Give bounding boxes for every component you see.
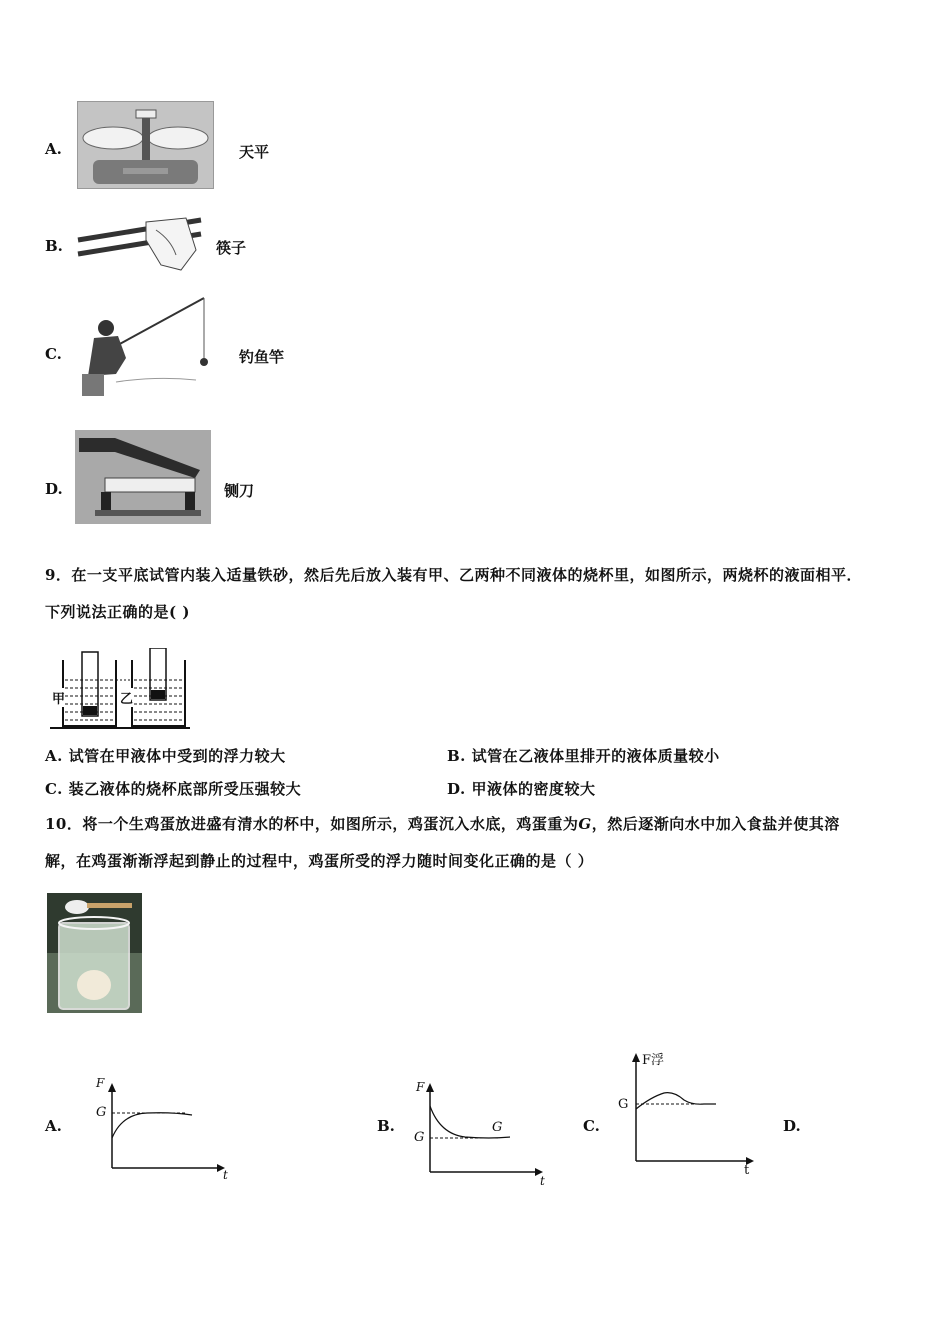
graph-a-g-label: G <box>96 1105 107 1120</box>
option-d-letter: D. <box>45 480 63 498</box>
graph-c-x-label: t <box>744 1163 750 1178</box>
q10-stem-g: G <box>578 815 592 833</box>
chopsticks-photo <box>76 210 206 274</box>
q10-stem-part1: 10．将一个生鸡蛋放进盛有清水的杯中，如图所示，鸡蛋沉入水底，鸡蛋重为 <box>45 815 579 833</box>
graph-c-g-label: G <box>618 1097 629 1112</box>
graph-c-letter: C. <box>583 1117 600 1135</box>
q9-label-yi: 乙 <box>120 688 133 707</box>
graph-c-y-label: F浮 <box>642 1053 665 1068</box>
q9-option-b-text: 试管在乙液体里排开的液体质量较小 <box>471 747 720 765</box>
graph-b-y-label: F <box>416 1080 425 1094</box>
q9-option-a <box>45 745 286 766</box>
graph-a-x-label: t <box>223 1168 228 1182</box>
q9-option-c-text: 装乙液体的烧杯底部所受压强较大 <box>68 780 302 798</box>
q9-option-b <box>447 745 720 766</box>
option-c-letter: C. <box>45 345 62 363</box>
graph-b-x-label: t <box>540 1174 545 1188</box>
graph-d-letter: D. <box>783 1117 801 1135</box>
q9-option-a-letter: A. <box>45 747 63 765</box>
q10-stem-part2: ，然后逐渐向水中加入食盐并使其溶 <box>591 815 840 833</box>
graph-b-g2-label: G <box>492 1120 503 1135</box>
q9-option-c-letter: C. <box>45 780 63 798</box>
option-d-label: 铡刀 <box>224 482 255 500</box>
q9-option-a-text: 试管在甲液体中受到的浮力较大 <box>68 747 286 765</box>
option-b-letter: B. <box>45 237 63 255</box>
graph-b-g-label: G <box>414 1130 425 1145</box>
graph-c <box>616 1047 766 1182</box>
balance-scale-photo <box>77 101 214 189</box>
q10-stem-line1 <box>45 813 840 834</box>
graph-a-y-label: F <box>96 1076 105 1090</box>
option-c-label: 钓鱼竿 <box>239 348 285 366</box>
egg-in-water-photo <box>47 893 142 1013</box>
q9-stem-line2: 下列说法正确的是( ) <box>45 603 190 621</box>
q9-option-c <box>45 778 301 799</box>
option-a-letter: A. <box>45 140 62 158</box>
guillotine-cutter-photo <box>75 430 211 524</box>
graph-b <box>410 1076 555 1188</box>
option-a-label: 天平 <box>239 143 270 161</box>
q9-option-d-text: 甲液体的密度较大 <box>471 780 596 798</box>
graph-b-letter: B. <box>377 1117 395 1135</box>
q9-label-jia: 甲 <box>52 688 65 707</box>
q9-beakers-figure <box>50 648 190 730</box>
q9-stem-line1: 9．在一支平底试管内装入适量铁砂，然后先后放入装有甲、乙两种不同液体的烧杯里，如图所示，两烧杯的液面相平． <box>45 566 862 584</box>
graph-a-letter: A. <box>45 1117 62 1135</box>
q9-option-b-letter: B. <box>447 747 466 765</box>
option-b-label: 筷子 <box>216 239 247 257</box>
fishing-rod-photo <box>76 296 211 400</box>
q9-option-d <box>447 778 595 799</box>
q10-stem-line2: 解，在鸡蛋渐渐浮起到静止的过程中，鸡蛋所受的浮力随时间变化正确的是（ ） <box>45 852 594 870</box>
q9-option-d-letter: D. <box>447 780 466 798</box>
graph-a <box>92 1076 237 1184</box>
